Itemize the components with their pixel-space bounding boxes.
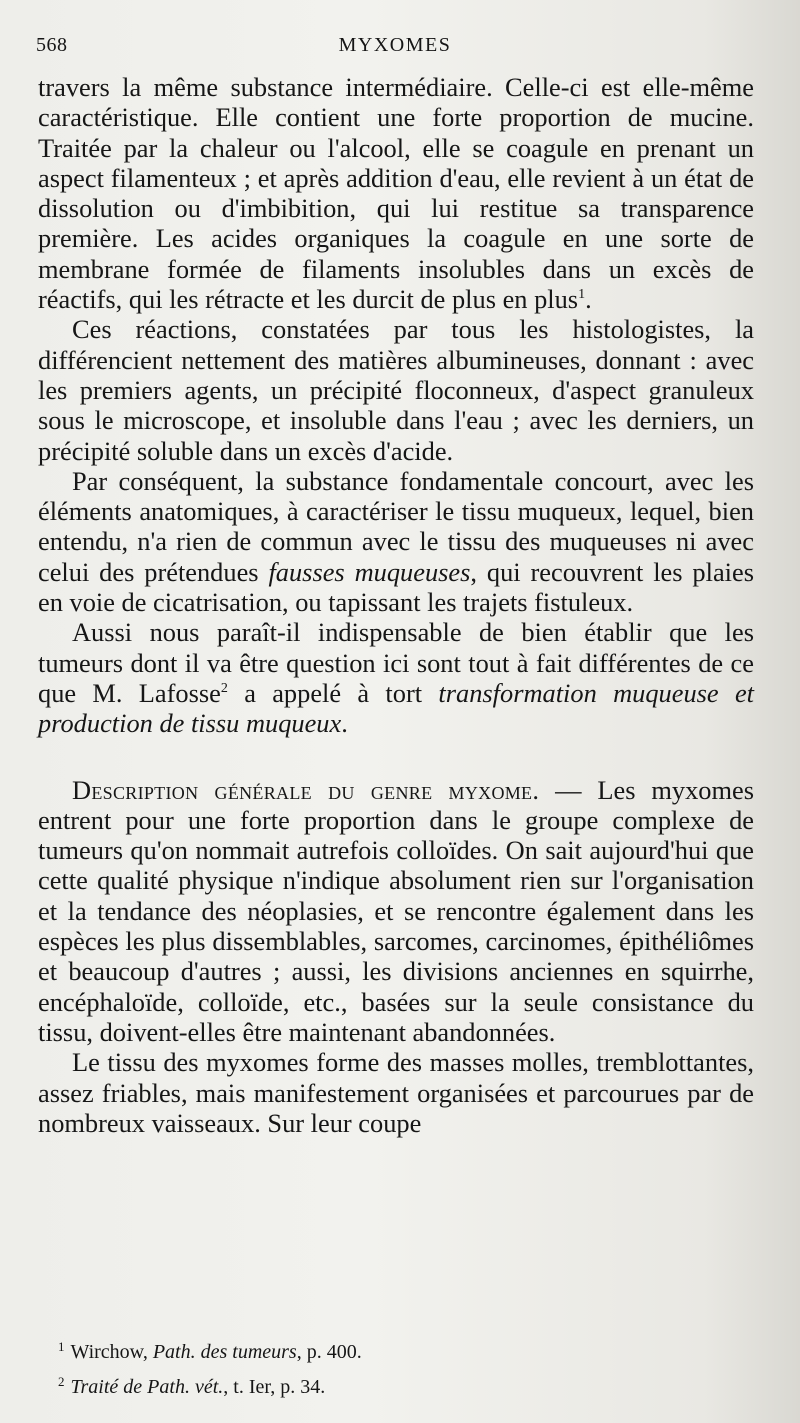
footnote-mark: 1 (58, 1339, 65, 1354)
footnote: $^2$ Traité de Path. vét., t. Ier, p. 34. (58, 1374, 326, 1398)
paragraph: Le tissu des myxomes forme des masses molles, tremblottantes, assez friables, mais manifestement organisées et parcourues par de nombreux vaisseaux. Sur leur coupe (38, 1047, 754, 1138)
footnote-ref: 1 (578, 287, 586, 303)
footnote-ref: 2 (220, 680, 228, 696)
footnotes (58, 1332, 738, 1402)
footnote-mark: 2 (58, 1374, 65, 1389)
running-title: MYXOMES (338, 34, 452, 56)
section-paragraph: Description générale du genre myxome. — Les myxomes entrent pour une forte proportion dans le groupe complexe de tumeurs qu'on nommait autrefois colloïdes. On sait aujourd'hui que cette qualité physique n'indique absolument rien sur l'organisation et la tendance des néoplasies, et se rencontre également dans les espèces les plus dissemblables, sarcomes, carcinomes, épithéliômes et beaucoup d'autres ; aussi, les divisions anciennes en squirrhe, encéphaloïde, colloïde, etc., basées sur la seule consistance du tissu, doivent-elles être maintenant abandonnées. (38, 774, 754, 1047)
paragraph-continuation: travers la même substance intermédiaire. Celle-ci est elle-même caractéristique. Elle contient une forte proportion de mucine. Traitée par la chaleur ou l'alcool, elle se coagule en prenant un aspect filamenteux ; et après addition d'eau, elle revient à un état de dissolution ou d'imbibition, qui lui restitue sa transparence première. Les acides organiques la coagule en une sorte de membrane formée de filaments insolubles dans un excès de réactifs, qui les rétracte et les durcit de plus en plus$^1$. (38, 72, 754, 315)
paragraph: Aussi nous paraît-il indispensable de bien établir que les tumeurs dont il va être question ici sont tout à fait différentes de ce que M. Lafosse$^2$ a appelé à tort transformation muqueuse et production de tissu muqueux. (38, 617, 754, 739)
paragraph: Par conséquent, la substance fondamentale concourt, avec les éléments anatomiques, à caractériser le tissu muqueux, lequel, bien entendu, n'a rien de commun avec le tissu des muqueuses ni avec celui des prétendues fausses muqueuses, qui recouvrent les plaies en voie de cicatrisation, ou tapissant les trajets fistuleux. (38, 465, 754, 618)
body-text (38, 72, 754, 1138)
page-header (36, 34, 754, 62)
italic-term: transformation muqueuse et production de tissu muqueux (38, 677, 754, 739)
page-number: 568 (36, 34, 68, 56)
italic-term: fausses muqueuses (268, 556, 471, 587)
section-heading: Description générale du genre myxome. (72, 774, 540, 805)
paragraph: Ces réactions, constatées par tous les histologistes, la différencient nettement des matières albumineuses, donnant : avec les premiers agents, un précipité floconneux, d'aspect granuleux sous le microscope, et insoluble dans l'eau ; avec les derniers, un précipité soluble dans un excès d'acide. (38, 314, 754, 466)
footnote: $^1$ Wirchow, Path. des tumeurs, p. 400. (58, 1339, 362, 1363)
